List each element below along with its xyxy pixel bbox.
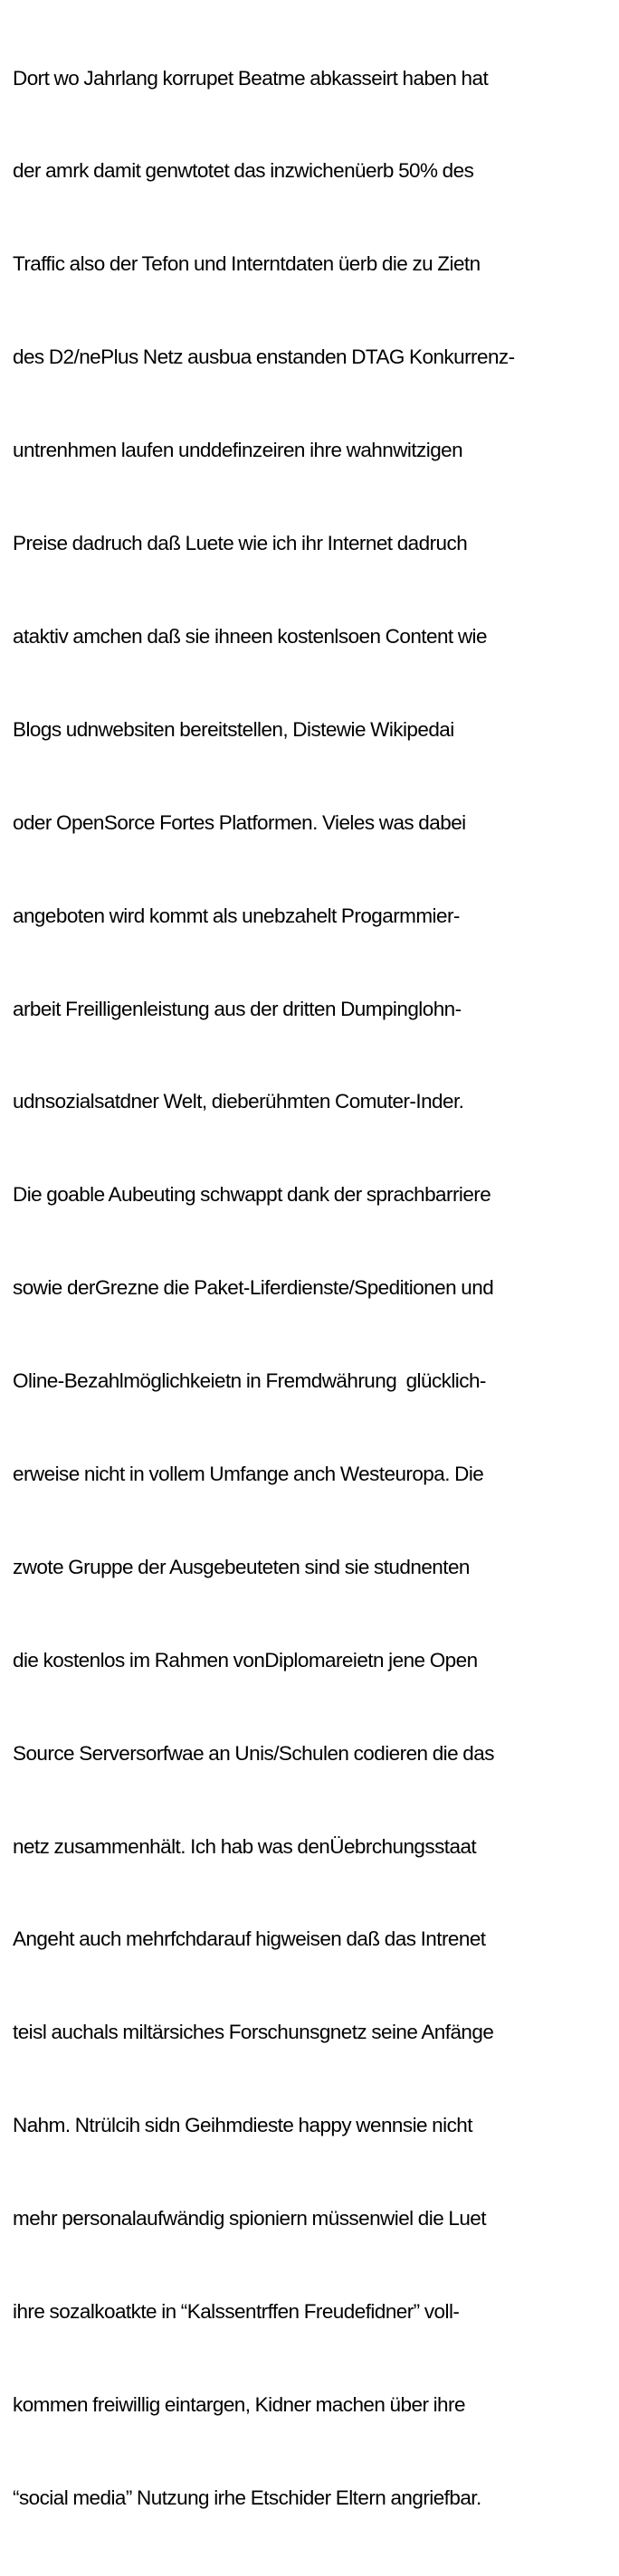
text-line: Nahm. Ntrülcih sidn Geihmdieste happy wennsie nicht [13, 2114, 472, 2137]
text-line: ihre sozalkoatkte in “Kalssentrffen Freudefidner” voll- [13, 2299, 460, 2323]
text-line: Traffic also der Tefon und Interntdaten üerb die zu Zietn [13, 252, 481, 276]
text-line: mehr personalaufwändig spioniern müssenwiel die Luet [13, 2207, 486, 2230]
text-line: netz zusammenhält. Ich hab was denÜebrchungsstaat [13, 1834, 477, 1858]
text-line: Preise dadruch daß Luete wie ich ihr Internet dadruch [13, 532, 468, 555]
body-text [13, 1, 619, 2576]
text-line: oder OpenSorce Fortes Platformen. Vieles was dabei [13, 810, 466, 834]
text-line: kommen freiwillig eintargen, Kidner machen über ihre [13, 2392, 465, 2416]
text-line: der amrk damit genwtotet das inzwichenüerb 50% des [13, 159, 474, 183]
text-line: Angeht auch mehrfchdarauf higweisen daß das Intrenet [13, 1927, 486, 1951]
text-line: udnsozialsatdner Welt, dieberühmten Comuter-Inder. [13, 1090, 464, 1113]
text-line: angeboten wird kommt als unebzahelt Progarmmier- [13, 904, 460, 927]
text-line: untrenhmen laufen unddefinzeiren ihre wahnwitzigen [13, 439, 463, 462]
text-line: ataktiv amchen daß sie ihneen kostenlsoen Content wie [13, 624, 487, 648]
text-line: teisl auchals miltärsiches Forschunsgnetz seine Anfänge [13, 2021, 494, 2044]
text-line: Source Serversorfwae an Unis/Schulen codieren die das [13, 1741, 494, 1765]
text-line: “social media” Nutzung irhe Etschider Eltern angriefbar. [13, 2486, 481, 2509]
text-line: arbeit Freilligenleistung aus der dritten Dumpinglohn- [13, 997, 462, 1020]
text-line: Dort wo Jahrlang korrupet Beatme abkasseirt haben hat [13, 66, 489, 90]
text-line: Die goable Aubeuting schwappt dank der sprachbarriere [13, 1183, 491, 1207]
text-line: erweise nicht in vollem Umfange anch Westeuropa. Die [13, 1462, 484, 1485]
text-line: sowie derGrezne die Paket-Liferdienste/Speditionen und [13, 1276, 494, 1300]
text-line: des D2/nePlus Netz ausbua enstanden DTAG Konkurrenz- [13, 346, 515, 369]
text-line: zwote Gruppe der Ausgebeuteten sind sie studnenten [13, 1555, 470, 1578]
text-line: die kostenlos im Rahmen vonDiplomareietn jene Open [13, 1648, 478, 1672]
text-line: Oline-Bezahlmöglichkeietn in Fremdwährung glücklich- [13, 1369, 486, 1393]
text-line: Blogs udnwebsiten bereitstellen, Distewie Wikipedai [13, 717, 454, 741]
